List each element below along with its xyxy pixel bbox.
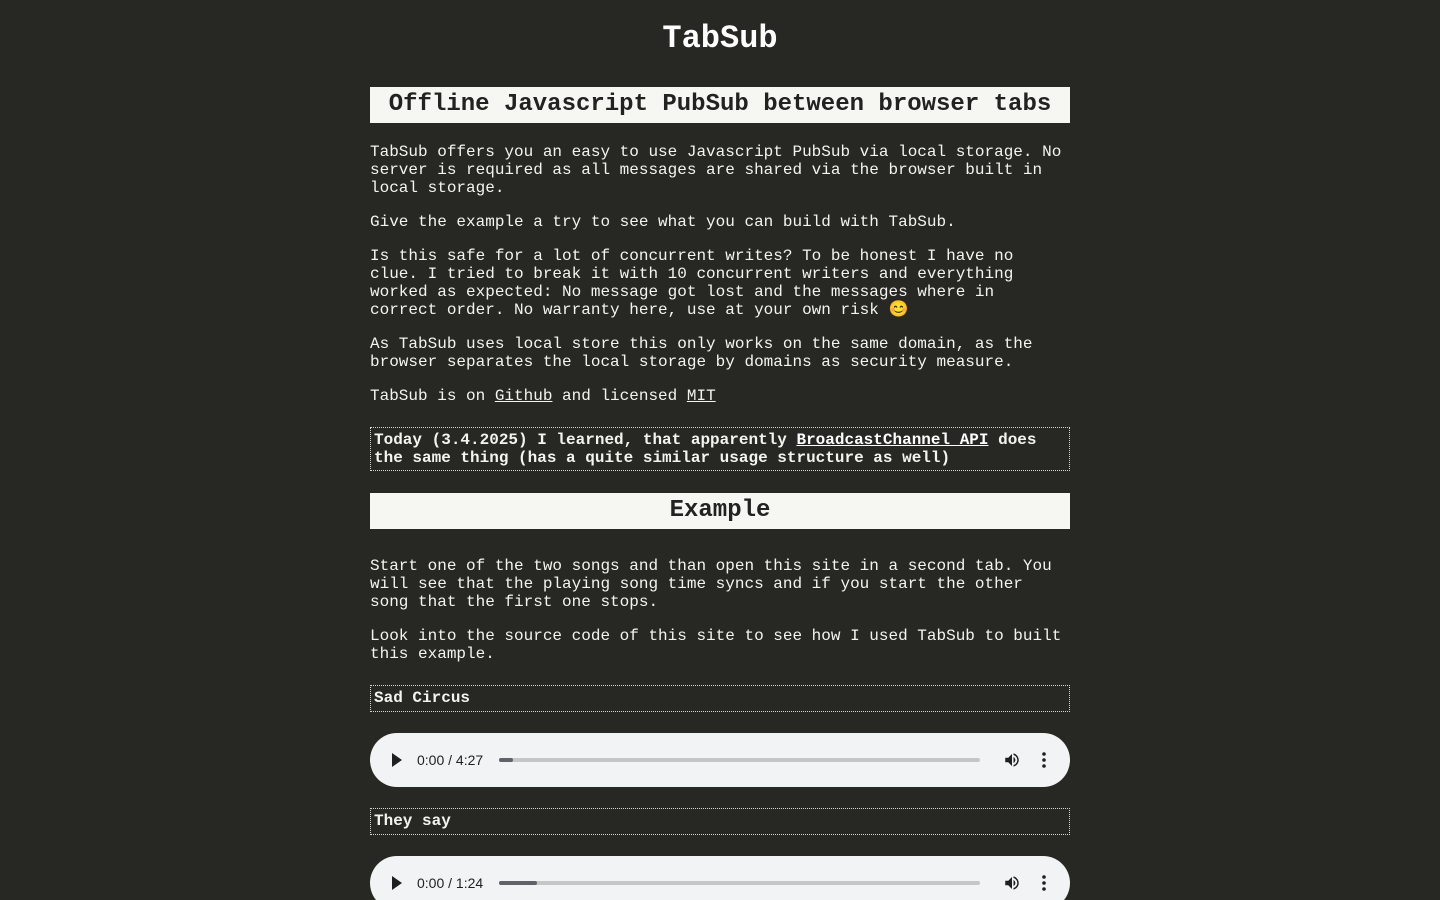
note-suffix: does the same thing (has a quite similar usage structure as well) [374, 431, 1037, 467]
volume-button[interactable] [997, 745, 1027, 775]
playback-time: 0:00 / 4:27 [417, 752, 484, 768]
play-button[interactable] [382, 745, 412, 775]
song-title-sad-circus: Sad Circus [370, 685, 1070, 712]
site-title: TabSub [662, 20, 778, 57]
example-paragraph-1: Start one of the two songs and than open this site in a second tab. You will see that the playing song time syncs and if you start the other song that the first one stops. [370, 557, 1052, 611]
intro-paragraph-2: Give the example a try to see what you can build with TabSub. [370, 213, 956, 231]
song-title-they-say: They say [370, 808, 1070, 835]
broadcastchannel-link[interactable]: BroadcastChannel API [796, 431, 989, 449]
page [370, 0, 1070, 900]
license-paragraph [370, 387, 1070, 405]
more-vertical-icon [1042, 875, 1046, 891]
audio-player-they-say [370, 856, 1070, 900]
example-paragraph-2: Look into the source code of this site to see how I used TabSub to built this example. [370, 627, 1062, 663]
seek-bar[interactable] [499, 881, 980, 885]
audio-player-sad-circus [370, 733, 1070, 787]
mit-link[interactable]: MIT [686, 387, 716, 405]
play-icon [391, 753, 403, 767]
volume-icon [1003, 874, 1021, 892]
seek-bar[interactable] [499, 758, 980, 762]
seek-progress [499, 881, 537, 885]
play-button[interactable] [382, 868, 412, 898]
more-options-button[interactable] [1029, 745, 1059, 775]
intro-paragraph-1: TabSub offers you an easy to use Javascript PubSub via local storage. No server is required as all messages are shared via the browser built in local storage. [370, 143, 1062, 197]
intro-paragraph-3: Is this safe for a lot of concurrent writes? To be honest I have no clue. I tried to break it with 10 concurrent writers and everything worked as expected: No message got lost and the messages where in correct order. No warranty here, use at your own risk 😊 [370, 247, 1014, 319]
example-heading: Example [370, 493, 1070, 529]
play-icon [391, 876, 403, 890]
intro-paragraph-4: As TabSub uses local store this only works on the same domain, as the browser separates the local storage by domains as security measure. [370, 335, 1033, 371]
more-vertical-icon [1042, 752, 1046, 768]
seek-progress [499, 758, 513, 762]
broadcastchannel-note [370, 427, 1070, 471]
license-prefix: TabSub is on [370, 387, 495, 405]
playback-time: 0:00 / 1:24 [417, 875, 484, 891]
github-link[interactable]: Github [494, 387, 553, 405]
note-prefix: Today (3.4.2025) I learned, that apparently [374, 431, 797, 449]
intro-heading: Offline Javascript PubSub between browser tabs [370, 87, 1070, 123]
license-middle: and licensed [552, 387, 687, 405]
volume-icon [1003, 751, 1021, 769]
more-options-button[interactable] [1029, 868, 1059, 898]
volume-button[interactable] [997, 868, 1027, 898]
